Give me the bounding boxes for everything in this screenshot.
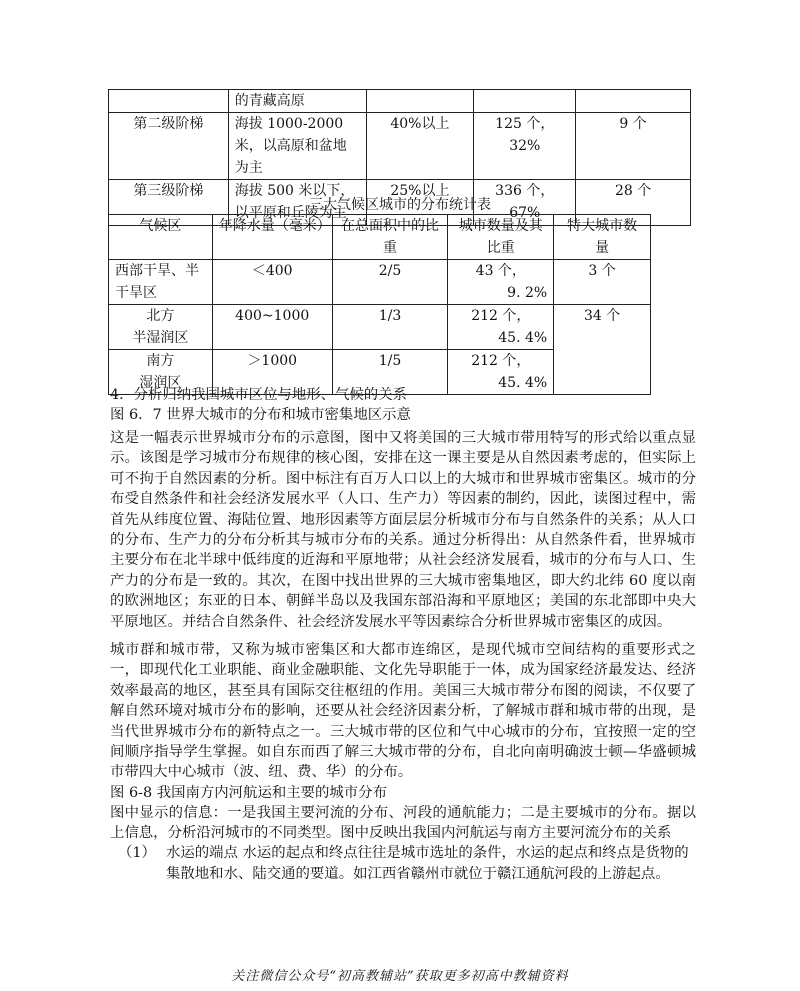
percent-line: 45. 4% [498, 330, 548, 346]
table-cell: ＜400 [212, 260, 332, 305]
zone-line: 南方 [146, 353, 175, 369]
table-cell: 2/5 [332, 260, 448, 305]
count-line: 212 个， [471, 308, 531, 324]
table-cell [448, 305, 554, 350]
table-cell: 第二级阶梯 [109, 113, 229, 180]
header-cell: 在总面积中的比重 [332, 215, 448, 260]
paragraph: 城市群和城市带，又称为城市密集区和大都市连绵区，是现代城市空间结构的重要形式之一，即现代化工业职能、商业金融职能、文化先导职能于一体，成为国家经济最发达、经济效率最高的地区，甚至具有国际交往枢纽的作用。美国三大城市带分布图的阅读，不仅要了解自然环境对城市分布的影响，还要从社会经济因素分析，了解城市群和城市带的出现，是当代世界城市分布的新特点之一。三大城市带的区位和气中心城市的分布，宜按照一定的空间顺序指导学生掌握。如自东而西了解三大城市带的分布，自北向南明确波士顿—华盛顿城市带四大中心城市（波、纽、费、华）的分布。 [110, 642, 696, 781]
climate-table-title: 三大气候区城市的分布统计表 [309, 197, 491, 213]
table-cell [109, 90, 229, 113]
zone-line: 湿润区 [139, 375, 182, 391]
paragraph: 这是一幅表示世界城市分布的示意图，图中又将美国的三大城市带用特写的形式给以重点显示。该图是学习城市分布规律的核心图，安排在这一课主要是从自然因素考虑的，但实际上可不拘于自然因素的分析。图中标注有百万人口以上的大城市和世界城市密集区。城市的分布受自然条件和社会经济发展水平（人口、生产力）等因素的制约，因此，读图过程中，需首先从纬度位置、海陆位置、地形因素等方面层层分析城市分布与自然条件的关系；从人口的分布、生产力的分布分析其与城市分布的关系。通过分析得出：从自然条件看，世界城市主要分布在北半球中低纬度的近海和平原地带；从社会经济发展看，城市的分布与人口、生产力的分布是一致的。其次，在图中找出世界的三大城市密集地区，即大约北纬 60 度以南的欧洲地区；东亚的日本、朝鲜半岛以及我国东部沿海和平原地区；美国的东北部即中央大平原地区。并结合自然条件、社会经济发展水平等因素综合分析世界城市密集区的成因。 [110, 430, 696, 630]
table-row [109, 90, 691, 113]
table-cell [109, 305, 213, 350]
header-cell: 气候区 [109, 215, 213, 260]
zone-line: 北方 [146, 308, 175, 324]
climate-zones-table [108, 214, 651, 395]
table-cell: 3 个 [554, 260, 651, 305]
table-cell: 400~1000 [212, 305, 332, 350]
table-row [109, 113, 691, 180]
header-cell: 特大城市数量 [554, 215, 651, 260]
count-line: 43 个， [475, 263, 526, 279]
table-cell [474, 90, 576, 113]
table-cell: 1/3 [332, 305, 448, 350]
list-item-number: （1） [118, 845, 156, 861]
header-cell: 年降水量（毫米） [212, 215, 332, 260]
table-cell: 40%以上 [366, 113, 474, 180]
percent-line: 45. 4% [498, 375, 548, 391]
count-line: 212 个， [471, 353, 531, 369]
percent-line: 9. 2% [507, 285, 548, 301]
table-header-row [109, 215, 651, 260]
table-cell [448, 350, 554, 395]
table-cell: 9 个 [576, 113, 691, 180]
table-cell: 1/5 [332, 350, 448, 395]
zone-line: 半湿润区 [132, 330, 189, 346]
table-row [109, 305, 651, 350]
figure-title: 图 6．7 世界大城市的分布和城市密集地区示意 [110, 407, 411, 423]
table-cell: 125 个，32% [474, 113, 576, 180]
table-cell: 25%以上 [366, 180, 474, 226]
table-cell: 28 个 [576, 180, 691, 226]
table-cell: 西部干旱、半干旱区 [109, 260, 213, 305]
footer-note: 关注微信公众号“初高教辅站”获取更多初高中教辅资料 [231, 969, 569, 984]
table-cell: 34 个 [554, 305, 651, 395]
paragraph: 图中显示的信息：一是我国主要河流的分布、河段的通航能力；二是主要城市的分布。据以上信息，分析沿河城市的不同类型。图中反映出我国内河航运与南方主要河流分布的关系 [110, 805, 696, 842]
table-cell: 第三级阶梯 [109, 180, 229, 226]
table-cell [576, 90, 691, 113]
list-item-text: 水运的端点 水运的起点和终点往往是城市选址的条件，水运的起点和终点是货物的集散地和水、陆交通的要道。如江西省赣州市就位于赣江通航河段的上游起点。 [166, 845, 689, 882]
table-row [109, 260, 651, 305]
figure-title: 图 6-8 我国南方内河航运和主要的城市分布 [110, 785, 387, 801]
table-cell [448, 260, 554, 305]
section-heading: 4．分析归纳我国城市区位与地形、气候的关系 [110, 387, 407, 403]
table-cell: ＞1000 [212, 350, 332, 395]
table-cell: 336 个，67% [474, 180, 576, 226]
table-cell: 海拔 1000-2000 米，以高原和盆地为主 [228, 113, 366, 180]
table-cell: 的青藏高原 [228, 90, 366, 113]
table-cell: 海拔 500 米以下，以平原和丘陵为主 [228, 180, 366, 226]
header-cell: 城市数量及其比重 [448, 215, 554, 260]
table-cell [366, 90, 474, 113]
